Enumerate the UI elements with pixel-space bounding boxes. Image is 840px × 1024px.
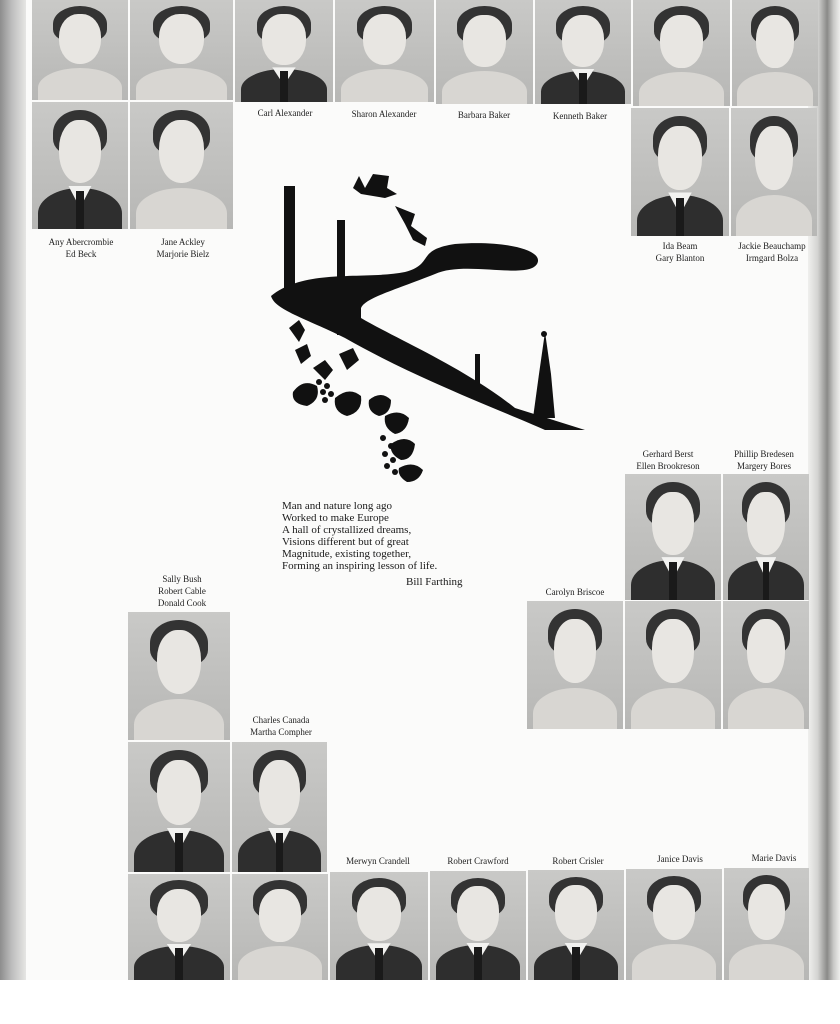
student-portrait bbox=[528, 870, 624, 980]
caption-barbara-baker: Barbara Baker bbox=[457, 110, 511, 120]
student-portrait bbox=[723, 474, 809, 600]
caption-canada-compher: Charles Canada Martha Compher bbox=[250, 715, 312, 737]
student-portrait bbox=[535, 0, 631, 104]
caption-beauchamp-bolza: Jackie Beauchamp Irmgard Bolza bbox=[738, 241, 806, 263]
student-portrait bbox=[335, 0, 434, 102]
student-portrait bbox=[626, 869, 722, 980]
student-portrait bbox=[232, 874, 328, 980]
student-portrait bbox=[625, 474, 721, 600]
caption-merwyn-crandell: Merwyn Crandell bbox=[346, 856, 410, 866]
student-portrait bbox=[128, 742, 230, 872]
student-portrait bbox=[723, 601, 809, 729]
student-portrait bbox=[232, 742, 327, 872]
poem-line: Man and nature long ago bbox=[282, 500, 392, 512]
caption-robert-crawford: Robert Crawford bbox=[447, 856, 509, 866]
student-portrait bbox=[633, 0, 730, 106]
poem-line: Forming an inspiring lesson of life. bbox=[282, 560, 438, 572]
student-portrait bbox=[724, 868, 809, 980]
student-portrait bbox=[330, 872, 428, 980]
poem-line: Worked to make Europe bbox=[282, 512, 389, 524]
student-portrait bbox=[625, 601, 721, 729]
river-landscape-illustration bbox=[265, 168, 595, 488]
caption-ackley-bielz: Jane Ackley Marjorie Bielz bbox=[156, 237, 210, 259]
student-portrait bbox=[430, 871, 526, 980]
student-portrait bbox=[731, 108, 817, 236]
poem-line: A hall of crystallized dreams, bbox=[282, 524, 412, 536]
student-portrait bbox=[732, 0, 818, 106]
caption-janice-davis: Janice Davis bbox=[657, 854, 703, 864]
student-portrait bbox=[235, 0, 333, 102]
caption-sharon-alexander: Sharon Alexander bbox=[351, 109, 417, 119]
caption-abercrombie-beck: Any Abercrombie Ed Beck bbox=[48, 237, 114, 259]
poem bbox=[282, 500, 437, 572]
caption-carolyn-briscoe: Carolyn Briscoe bbox=[545, 587, 605, 597]
book-binding-left bbox=[0, 0, 26, 980]
student-portrait bbox=[130, 0, 233, 100]
scan-margin bbox=[0, 980, 840, 1024]
caption-beam-blanton: Ida Beam Gary Blanton bbox=[655, 241, 705, 263]
student-portrait bbox=[128, 874, 230, 980]
caption-carl-alexander: Carl Alexander bbox=[257, 108, 313, 118]
student-portrait bbox=[631, 108, 729, 236]
student-portrait bbox=[436, 0, 533, 104]
student-portrait bbox=[128, 612, 230, 740]
caption-bredesen-bores: Phillip Bredesen Margery Bores bbox=[734, 449, 794, 471]
caption-bush-cable-cook: Sally Bush Robert Cable Donald Cook bbox=[157, 574, 207, 608]
student-portrait bbox=[527, 601, 623, 729]
caption-marie-davis: Marie Davis bbox=[751, 853, 797, 863]
student-portrait bbox=[130, 102, 233, 229]
poem-author: Bill Farthing bbox=[406, 576, 463, 588]
caption-berst-brookreson: Gerhard Berst Ellen Brookreson bbox=[636, 449, 700, 471]
caption-kenneth-baker: Kenneth Baker bbox=[552, 111, 608, 121]
poem-line: Magnitude, existing together, bbox=[282, 548, 412, 560]
poem-line: Visions different but of great bbox=[282, 536, 409, 548]
student-portrait bbox=[32, 0, 128, 100]
student-portrait bbox=[32, 102, 128, 229]
caption-robert-crisler: Robert Crisler bbox=[552, 856, 604, 866]
